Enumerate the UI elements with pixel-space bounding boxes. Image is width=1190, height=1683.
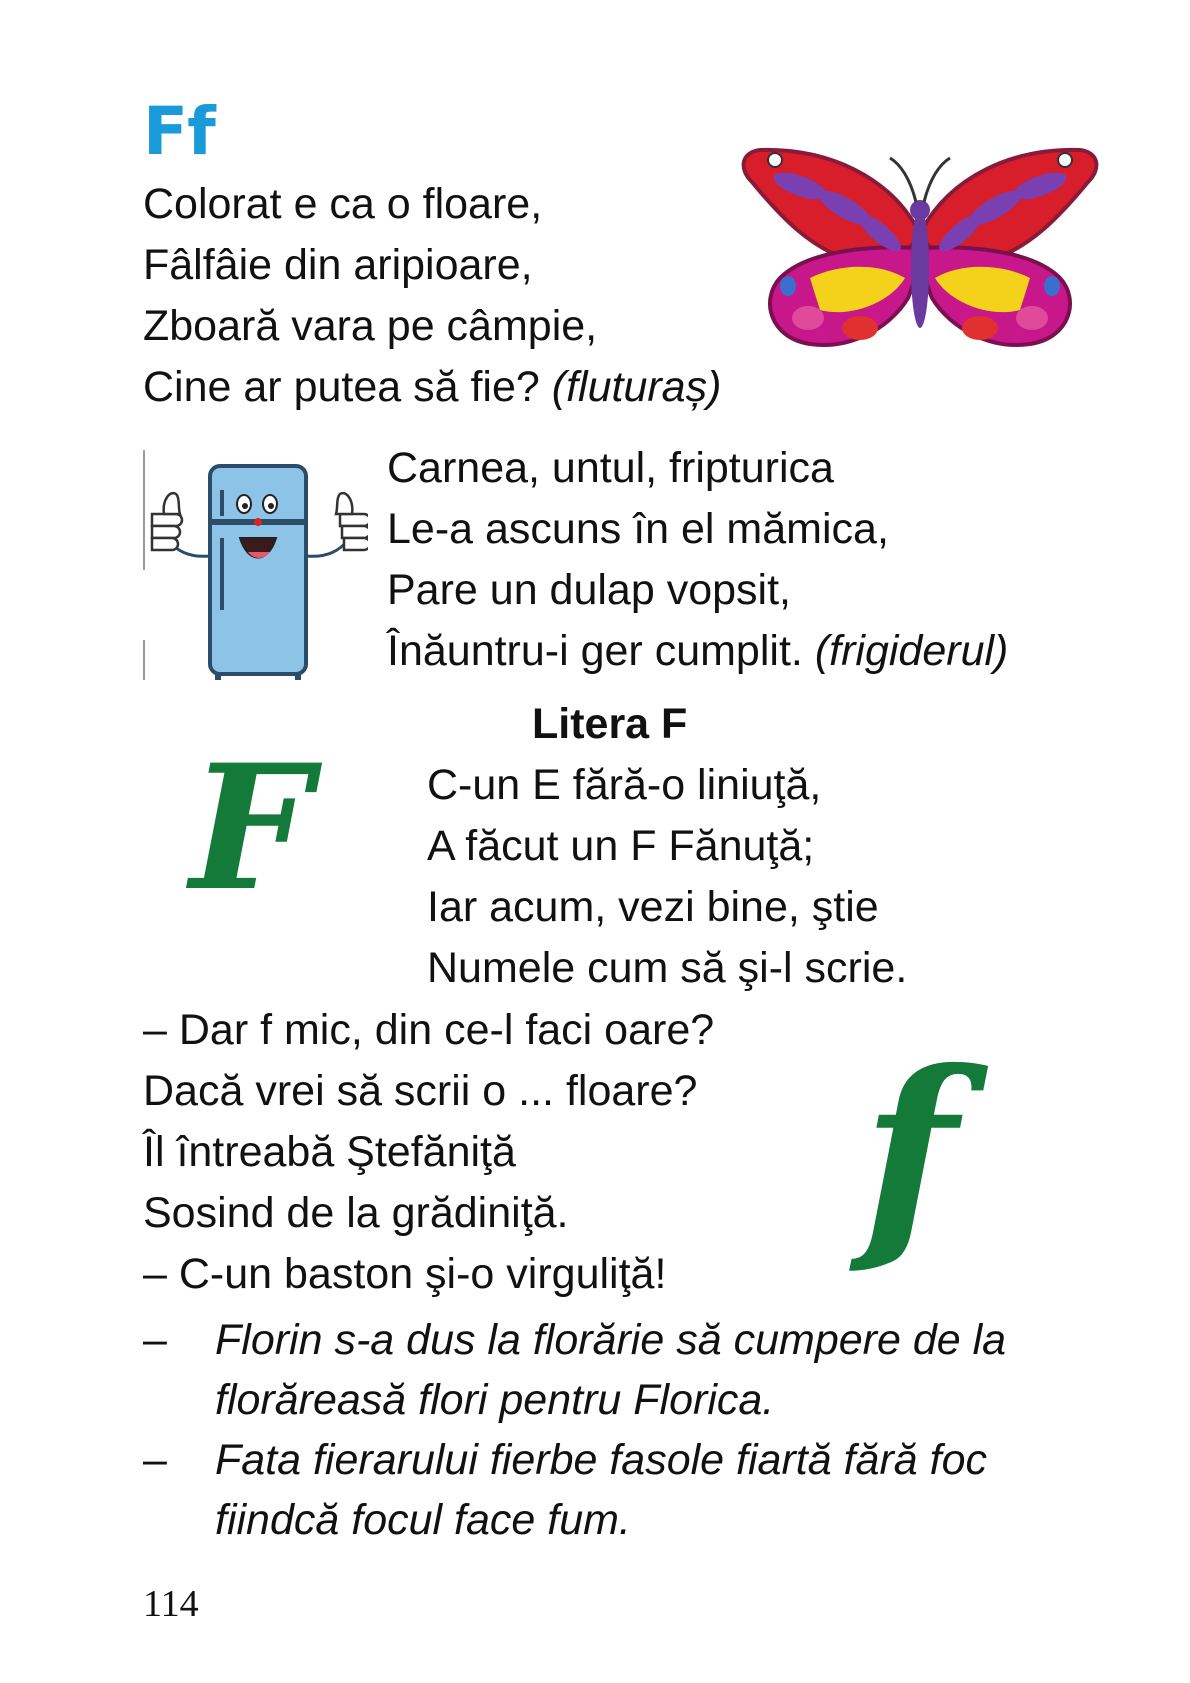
poem-line: Dacă vrei să scrii o ... floare? <box>143 1067 698 1115</box>
tongue-twister-item <box>143 1310 1103 1430</box>
poem-line: Sosind de la grădiniţă. <box>143 1189 569 1237</box>
poem-line: Numele cum să şi-l scrie. <box>427 944 908 992</box>
riddle2-line: Carnea, untul, fripturica <box>387 444 834 492</box>
left-divider <box>143 450 145 570</box>
riddle1-answer: (fluturaș) <box>551 363 722 411</box>
riddle2-line: Le-a ascuns în el mămica, <box>387 505 889 553</box>
list-dash: – <box>143 1436 167 1484</box>
small-letter-f: f <box>862 1022 957 1281</box>
riddle-fridge <box>387 438 1008 682</box>
riddle-butterfly <box>143 174 721 418</box>
riddle1-line: Zboară vara pe câmpie, <box>143 302 598 350</box>
tongue-twister-item <box>143 1430 1103 1550</box>
poem-stanza-1 <box>427 755 907 999</box>
riddle1-last-line <box>143 357 721 418</box>
page-number: 114 <box>143 1583 199 1625</box>
riddle2-last-line <box>387 621 1008 682</box>
poem-stanza-2 <box>143 1000 714 1305</box>
page-heading: Ff <box>143 93 215 170</box>
poem-line: Iar acum, vezi bine, ştie <box>427 883 879 931</box>
left-divider <box>143 640 145 680</box>
poem-line: A făcut un F Fănuţă; <box>427 822 815 870</box>
smiling-fridge-illustration <box>148 460 368 680</box>
riddle1-line: Colorat e ca o floare, <box>143 180 543 228</box>
big-letter-f: F <box>190 726 313 929</box>
poem-title: Litera F <box>532 700 688 748</box>
tongue-twister-text: Florin s-a dus la florărie să cumpere de la florăreasă flori pentru Florica. <box>215 1316 1007 1424</box>
poem-line: – C-un baston şi-o virguliţă! <box>143 1250 667 1298</box>
riddle2-line: Înăuntru-i ger cumplit. <box>387 627 803 675</box>
poem-line: – Dar f mic, din ce-l faci oare? <box>143 1006 715 1054</box>
poem-line: C-un E fără-o liniuţă, <box>427 761 822 809</box>
tongue-twister-text: Fata fierarului fierbe fasole fiartă fără foc fiindcă focul face fum. <box>215 1436 987 1544</box>
riddle2-answer: (frigiderul) <box>814 627 1009 675</box>
riddle1-line: Cine ar putea să fie? <box>143 363 540 411</box>
list-dash: – <box>143 1316 167 1364</box>
riddle2-line: Pare un dulap vopsit, <box>387 566 791 614</box>
riddle1-line: Fâlfâie din aripioare, <box>143 241 533 289</box>
tongue-twisters <box>143 1310 1103 1550</box>
poem-line: Îl întreabă Ştefăniţă <box>143 1128 516 1176</box>
butterfly-illustration <box>740 138 1100 360</box>
